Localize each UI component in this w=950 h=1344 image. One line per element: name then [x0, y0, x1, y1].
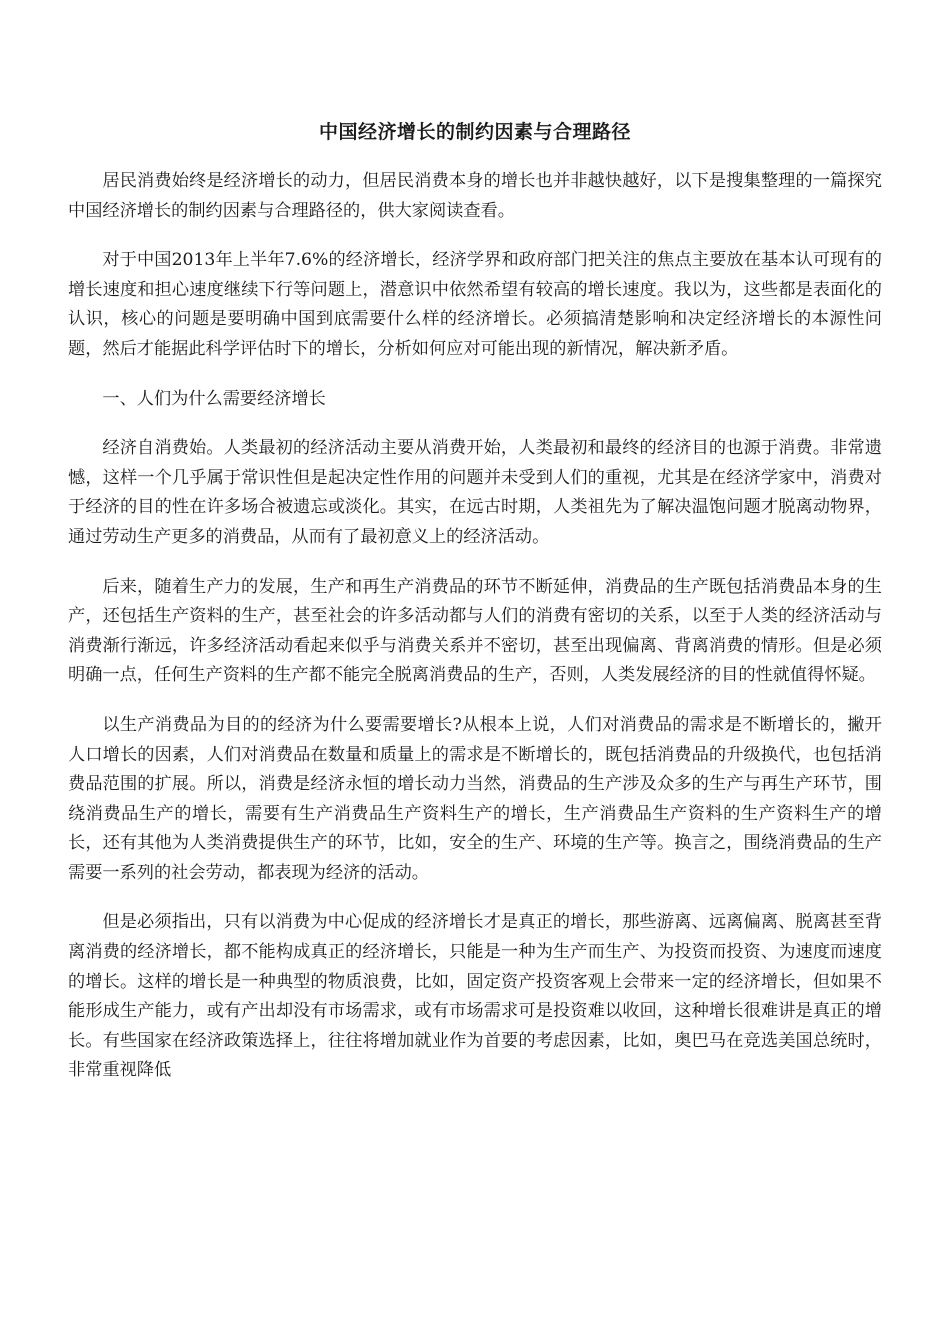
paragraph-why-growth: 以生产消费品为目的的经济为什么要需要增长?从根本上说，人们对消费品的需求是不断增长的，撇开人口增长的因素，人们对消费品在数量和质量上的需求是不断增长的，既包括消费品的升级换代，也包括消费品范围的扩展。所以，消费是经济永恒的增长动力当然，消费品的生产涉及众多的生产与再生产环节，围绕消费品生产的增长，需要有生产消费品生产资料生产的增长，生产消费品生产资料的生产资料生产的增长，还有其他为人类消费提供生产的环节，比如，安全的生产、环境的生产等。换言之，围绕消费品的生产需要一系列的社会劳动，都表现为经济的活动。 [68, 714, 882, 883]
paragraph-production-development: 后来，随着生产力的发展，生产和再生产消费品的环节不断延伸，消费品的生产既包括消费品本身的生产，还包括生产资料的生产，甚至社会的许多活动都与人们的消费有密切的关系，以至于人类的经济活动与消费渐行渐远，许多经济活动看起来似乎与消费关系并不密切，甚至出现偏离、背离消费的情形。但是必须明确一点，任何生产资料的生产都不能完全脱离消费品的生产，否则，人类发展经济的目的性就值得怀疑。 [68, 576, 882, 686]
section-heading-1: 一、人们为什么需要经济增长 [102, 388, 326, 409]
paragraph-intro: 居民消费始终是经济增长的动力，但居民消费本身的增长也并非越快越好，以下是搜集整理的一篇探究中国经济增长的制约因素与合理路径的，供大家阅读查看。 [68, 171, 882, 221]
document-page [68, 118, 882, 1106]
paragraph-growth-2013: 对于中国2013年上半年7.6%的经济增长，经济学界和政府部门把关注的焦点主要放在基本认可现有的增长速度和担心速度继续下行等问题上，潜意识中依然希望有较高的增长速度。我以为，这些都是表面化的认识，核心的问题是要明确中国到底需要什么样的经济增长。必须搞清楚影响和决定经济增长的本源性问题，然后才能据此科学评估时下的增长，分析如何应对可能出现的新情况，解决新矛盾。 [68, 250, 882, 359]
paragraph-true-growth: 但是必须指出，只有以消费为中心促成的经济增长才是真正的增长，那些游离、远离偏离、脱离甚至背离消费的经济增长，都不能构成真正的经济增长，只能是一种为生产而生产、为投资而投资、为速度而速度的增长。这样的增长是一种典型的物质浪费，比如，固定资产投资客观上会带来一定的经济增长，但如果不能形成生产能力，或有产出却没有市场需求，或有市场需求可是投资难以收回，这种增长很难讲是真正的增长。有些国家在经济政策选择上，往往将增加就业作为首要的考虑因素，比如，奥巴马在竞选美国总统时，非常重视降低 [68, 912, 882, 1081]
paragraph-consumption-origin: 经济自消费始。人类最初的经济活动主要从消费开始，人类最初和最终的经济目的也源于消费。非常遗憾，这样一个几乎属于常识性但是起决定性作用的问题并未受到人们的重视，尤其是在经济学家中，消费对于经济的目的性在许多场合被遗忘或淡化。其实，在远古时期，人类祖先为了解决温饱问题才脱离动物界，通过劳动生产更多的消费品，从而有了最初意义上的经济活动。 [68, 438, 882, 547]
document-title: 中国经济增长的制约因素与合理路径 [318, 121, 631, 143]
